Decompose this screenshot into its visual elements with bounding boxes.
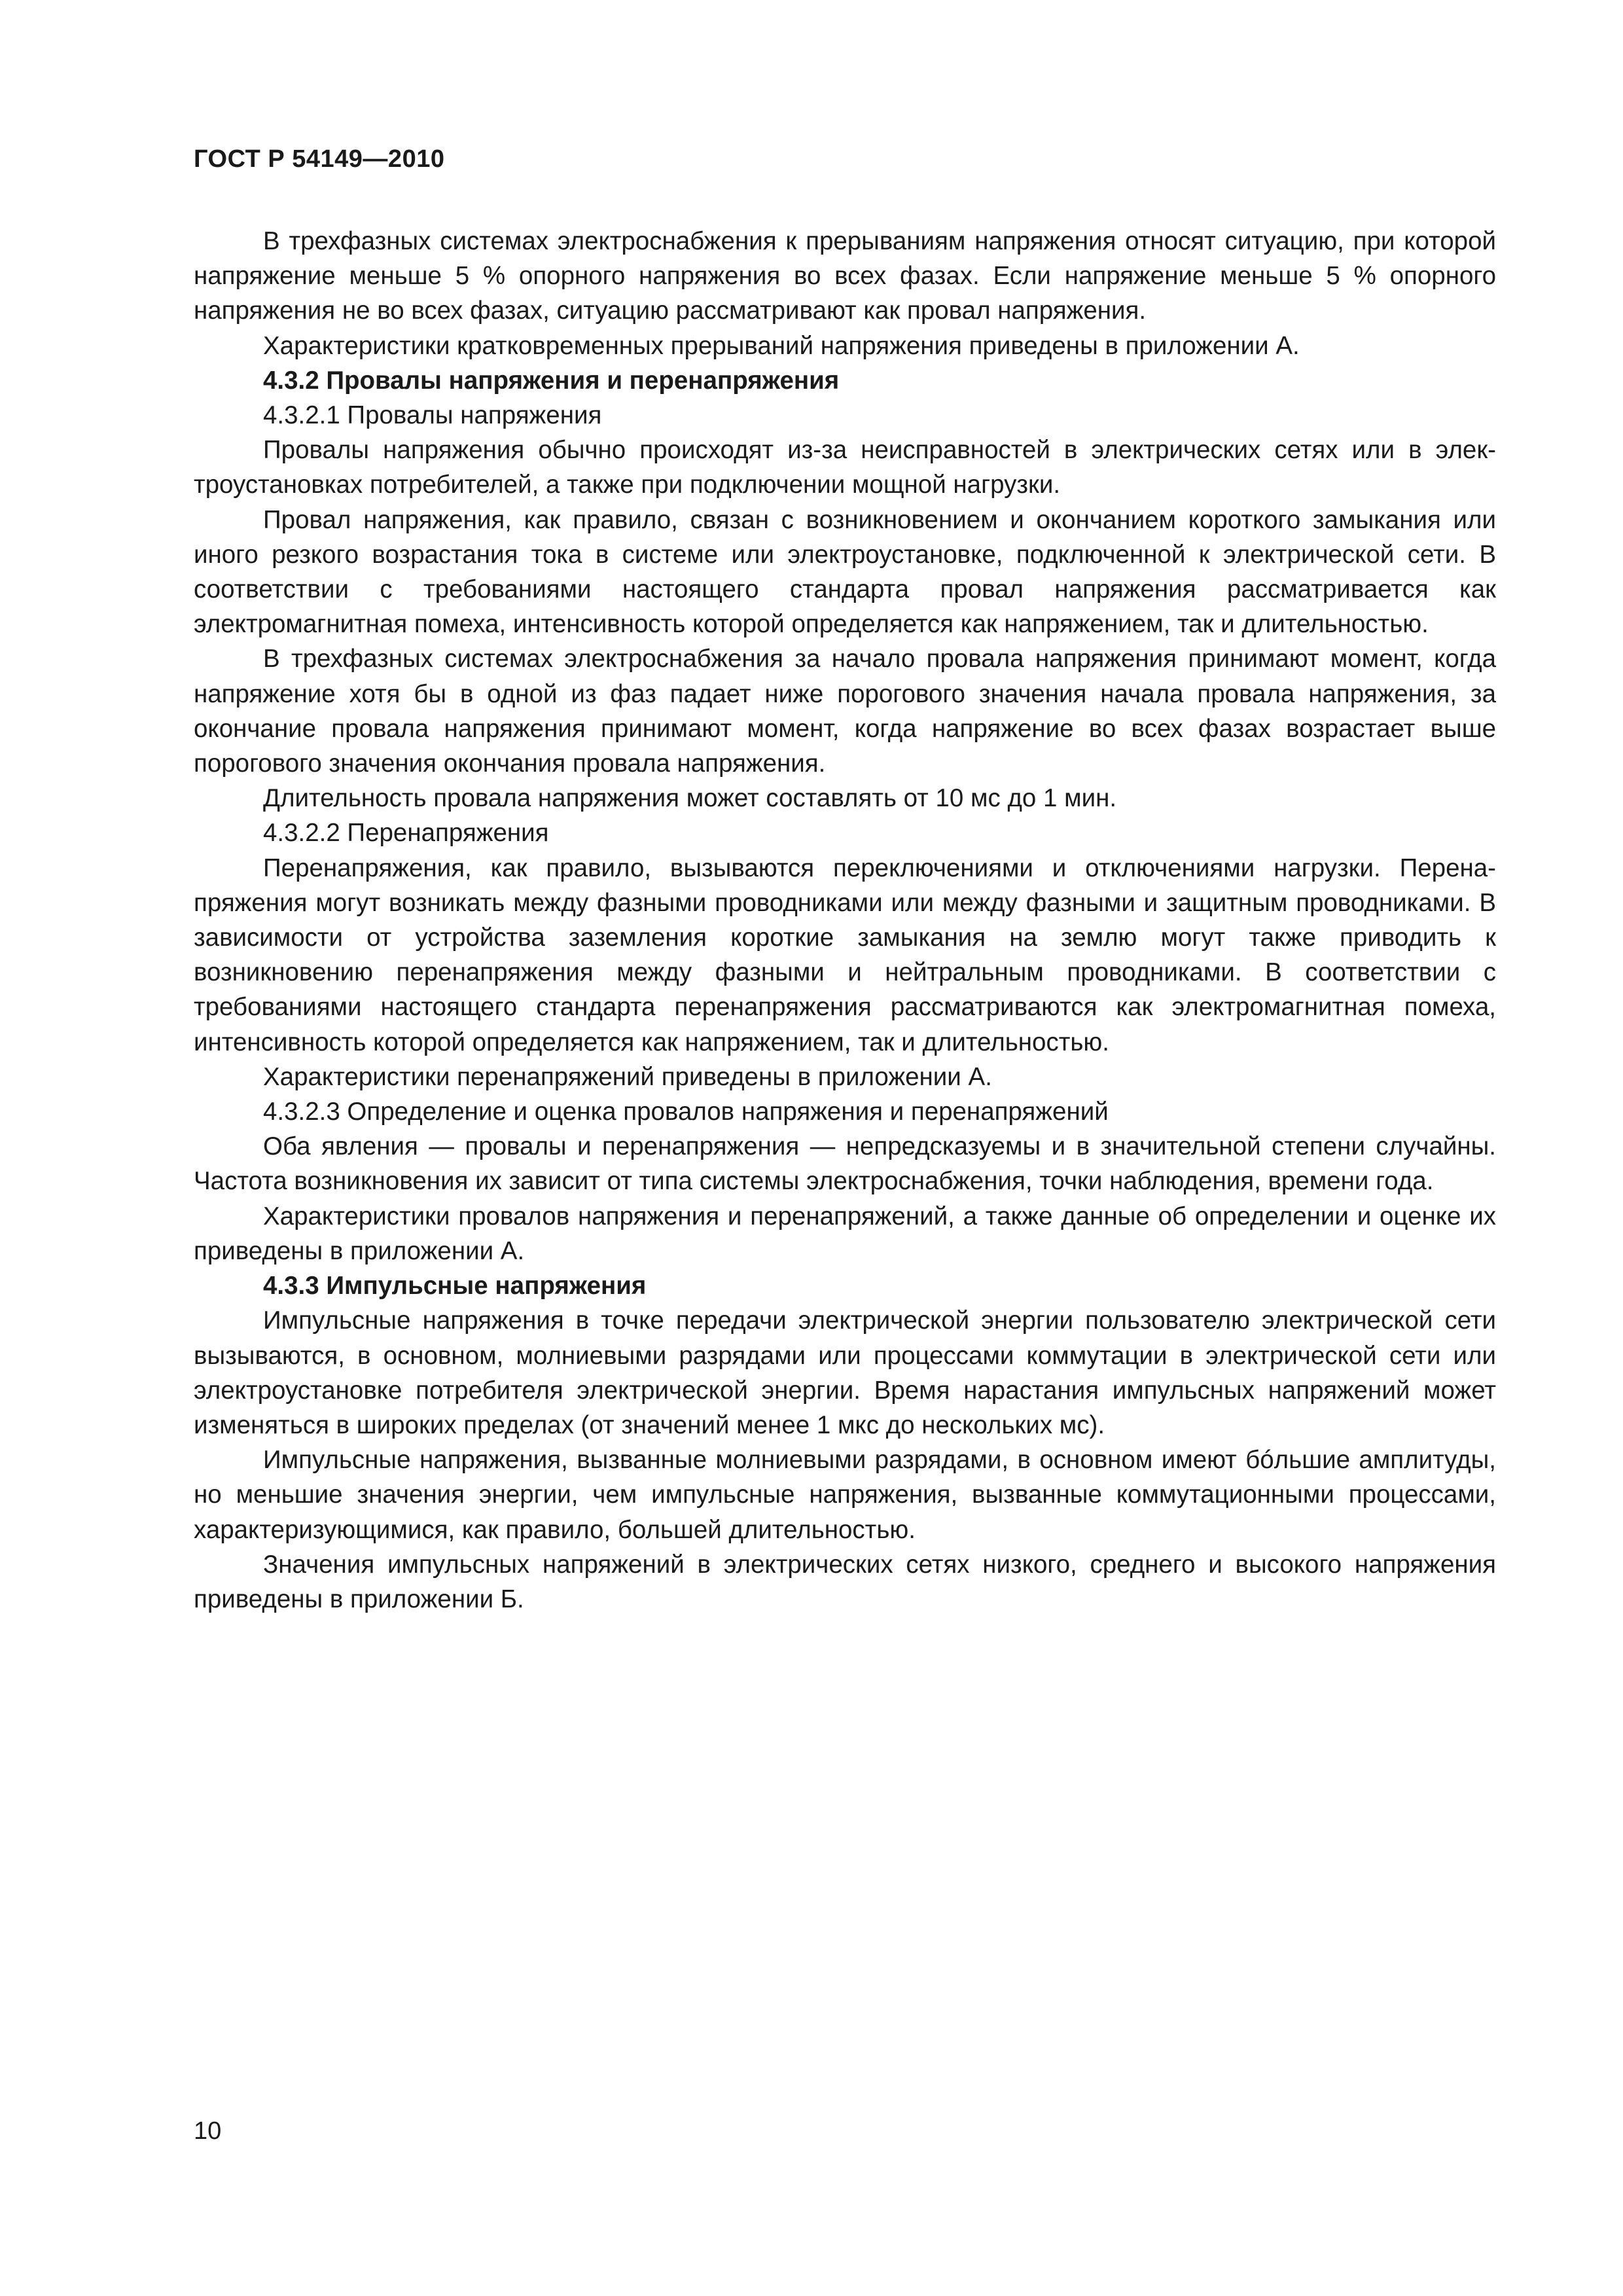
paragraph: Характеристики перенапряжений приведены в приложении А. — [263, 1062, 992, 1091]
section-heading: 4.3.3 Импульсные напряжения — [263, 1272, 647, 1300]
paragraph: В трехфазных системах электроснабжения к прерываниям напряжения относят ситуацию, при которой напряжение меньше 5 % опорного напряжения во всех фазах. Если напряжение меньше 5 % опорного напряжения не во всех фазах, ситуацию рассматривают как провал напряжения. — [194, 227, 1496, 325]
subsection-title: 4.3.2.1 Провалы напряжения — [263, 401, 602, 430]
document-body — [194, 224, 1496, 1617]
paragraph: Импульсные напряжения в точке передачи электрической энергии пользователю электрической сети вызываются, в основном, молниевыми разрядами или процессами коммутации в электрической сети или электроустановке потребителя электрической энергии. Время нарастания импульсных напряжений может изменяться в широких пределах (от значений менее 1 мкс до нескольких мс). — [194, 1306, 1496, 1439]
page-number: 10 — [194, 2117, 222, 2145]
subsection-title: 4.3.2.3 Определение и оценка провалов напряжения и перенапряжений — [263, 1098, 1109, 1126]
paragraph: Оба явления — провалы и перенапряжения — непредсказуемы и в значительной степени случайны. Частота возникновения их зависит от типа системы электроснабжения, точки наблюдения, времени года. — [194, 1132, 1496, 1196]
paragraph: Характеристики кратковременных прерываний напряжения приведены в приложении А. — [263, 331, 1300, 360]
section-heading: 4.3.2 Провалы напряжения и перенапряжения — [263, 366, 840, 395]
paragraph: Провалы напряжения обычно происходят из-за неисправностей в электрических сетях или в электроустановках потребителей, а также при подключении мощной нагрузки. — [194, 436, 1496, 499]
paragraph: Импульсные напряжения, вызванные молниевыми разрядами, в основном имеют бóльшие амплитуды, но меньшие значения энергии, чем импульсные напряжения, вызванные коммутационными процессами, характеризующимися, как правило, большей длительностью. — [194, 1446, 1496, 1544]
document-header: ГОСТ Р 54149—2010 — [194, 145, 445, 173]
paragraph: Характеристики провалов напряжения и перенапряжений, а также данные об определении и оценке их приведены в приложении А. — [194, 1202, 1496, 1265]
paragraph: Провал напряжения, как правило, связан с возникновением и окончанием короткого замыкания или иного резкого возрастания тока в системе или электроустановке, подключенной к электрической сети. В соответствии с требованиями настоящего стандарта провал напряжения рассматривается как электромагнитная помеха, интенсивность которой определяется как напряжением, так и длительностью. — [194, 505, 1496, 639]
paragraph: Перенапряжения, как правило, вызываются переключениями и отключениями нагрузки. Перенапряжения могут возникать между фазными проводниками или между фазными и защитным проводниками. В зависимости от устройства заземления короткие замыкания на землю могут также приводить к возникновению перенапряжения между фазными и нейтральным проводниками. В соответствии с требованиями настоящего стандарта перенапряжения рассматриваются как электромагнитная помеха, интенсивность которой определяется как напряжением, так и длительностью. — [194, 853, 1496, 1056]
subsection-title: 4.3.2.2 Перенапряжения — [263, 819, 549, 848]
paragraph: Значения импульсных напряжений в электрических сетях низкого, среднего и высокого напряжения приведены в приложении Б. — [194, 1550, 1496, 1613]
paragraph: Длительность провала напряжения может составлять от 10 мс до 1 мин. — [263, 784, 1117, 813]
paragraph: В трехфазных системах электроснабжения за начало провала напряжения принимают момент, когда напряжение хотя бы в одной из фаз падает ниже порогового значения начала провала напряжения, за окончание провала напряжения принимают момент, когда напряжение во всех фазах возрастает выше порогового значения окончания провала напряжения. — [194, 645, 1496, 778]
